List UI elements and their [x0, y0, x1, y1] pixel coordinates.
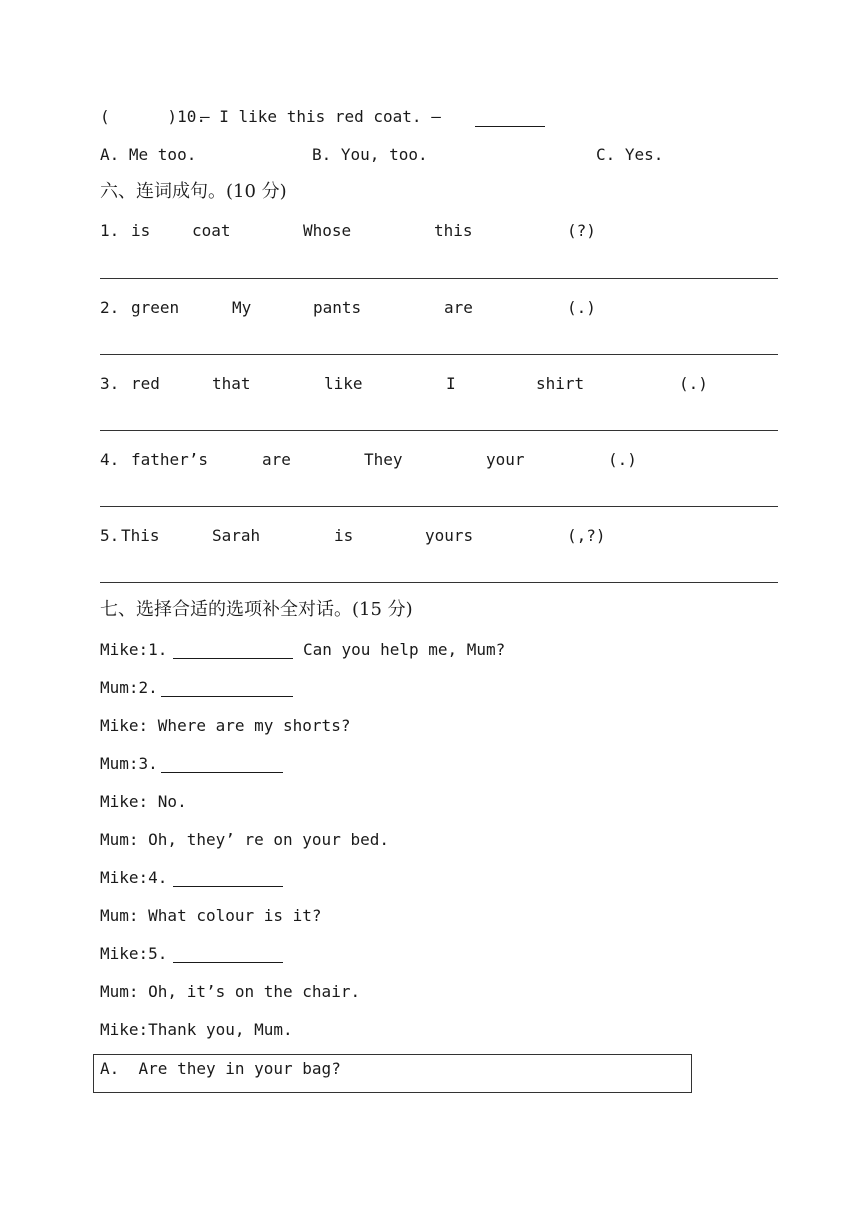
item-3-word: red — [131, 374, 160, 393]
dialogue-line: Mike: Where are my shorts? — [100, 716, 351, 735]
option-b: B. You, too. — [312, 145, 428, 164]
question-10-number: ( )10. — [100, 107, 206, 126]
item-2-number: 2. — [100, 298, 120, 317]
item-4-number: 4. — [100, 450, 120, 469]
answer-line-1[interactable] — [100, 278, 778, 279]
option-c: C. Yes. — [596, 145, 664, 164]
item-1-word: this — [434, 221, 473, 240]
item-1-punct: (?) — [567, 221, 596, 240]
section-6-title: 六、连词成句。(10 分) — [100, 181, 287, 202]
item-5-punct: (,?) — [567, 526, 606, 545]
answer-blank[interactable] — [161, 696, 293, 697]
dialogue-line: Mike:5. — [100, 944, 168, 963]
item-2-word: are — [444, 298, 473, 317]
answer-line-5[interactable] — [100, 582, 778, 583]
answer-line-2[interactable] — [100, 354, 778, 355]
item-3-word: that — [212, 374, 251, 393]
dialogue-line: Mum:2. — [100, 678, 158, 697]
item-2-word: My — [232, 298, 252, 317]
dialogue-line: Mike:1. — [100, 640, 168, 659]
item-4-word: are — [262, 450, 291, 469]
item-5-word: is — [334, 526, 354, 545]
dialogue-line: Mum: What colour is it? — [100, 906, 322, 925]
option-a: A. Me too. — [100, 145, 197, 164]
item-2-word: pants — [313, 298, 362, 317]
item-4-word: your — [486, 450, 525, 469]
answer-blank[interactable] — [161, 772, 283, 773]
item-4-word: father’s — [131, 450, 209, 469]
answer-line-4[interactable] — [100, 506, 778, 507]
answer-line-3[interactable] — [100, 430, 778, 431]
answer-blank[interactable] — [173, 962, 283, 963]
item-5-word: Sarah — [212, 526, 261, 545]
dialogue-line: Mum:3. — [100, 754, 158, 773]
answer-blank[interactable] — [173, 658, 293, 659]
item-3-punct: (.) — [679, 374, 708, 393]
item-2-word: green — [131, 298, 180, 317]
item-3-number: 3. — [100, 374, 120, 393]
item-1-word: coat — [192, 221, 231, 240]
item-3-word: shirt — [536, 374, 585, 393]
item-2-punct: (.) — [567, 298, 596, 317]
item-4-word: They — [364, 450, 403, 469]
dialogue-line: Mike: No. — [100, 792, 187, 811]
item-5-word: yours — [425, 526, 474, 545]
choice-a: A. Are they in your bag? — [100, 1059, 341, 1078]
question-10-stem: — I like this red coat. — — [200, 107, 441, 126]
dialogue-line: Mum: Oh, they’ re on your bed. — [100, 830, 389, 849]
answer-blank[interactable] — [173, 886, 283, 887]
item-5-word: This — [121, 526, 160, 545]
item-4-punct: (.) — [608, 450, 637, 469]
item-5-number: 5. — [100, 526, 120, 545]
answer-blank[interactable] — [475, 126, 545, 127]
item-1-number: 1. — [100, 221, 120, 240]
item-1-word: Whose — [303, 221, 352, 240]
item-3-word: like — [324, 374, 363, 393]
dialogue-line: Mike:4. — [100, 868, 168, 887]
item-1-word: is — [131, 221, 151, 240]
section-7-title: 七、选择合适的选项补全对话。(15 分) — [100, 599, 413, 620]
item-3-word: I — [446, 374, 456, 393]
dialogue-line: Mum: Oh, it’s on the chair. — [100, 982, 361, 1001]
dialogue-line: Can you help me, Mum? — [303, 640, 506, 659]
dialogue-line: Mike:Thank you, Mum. — [100, 1020, 293, 1039]
